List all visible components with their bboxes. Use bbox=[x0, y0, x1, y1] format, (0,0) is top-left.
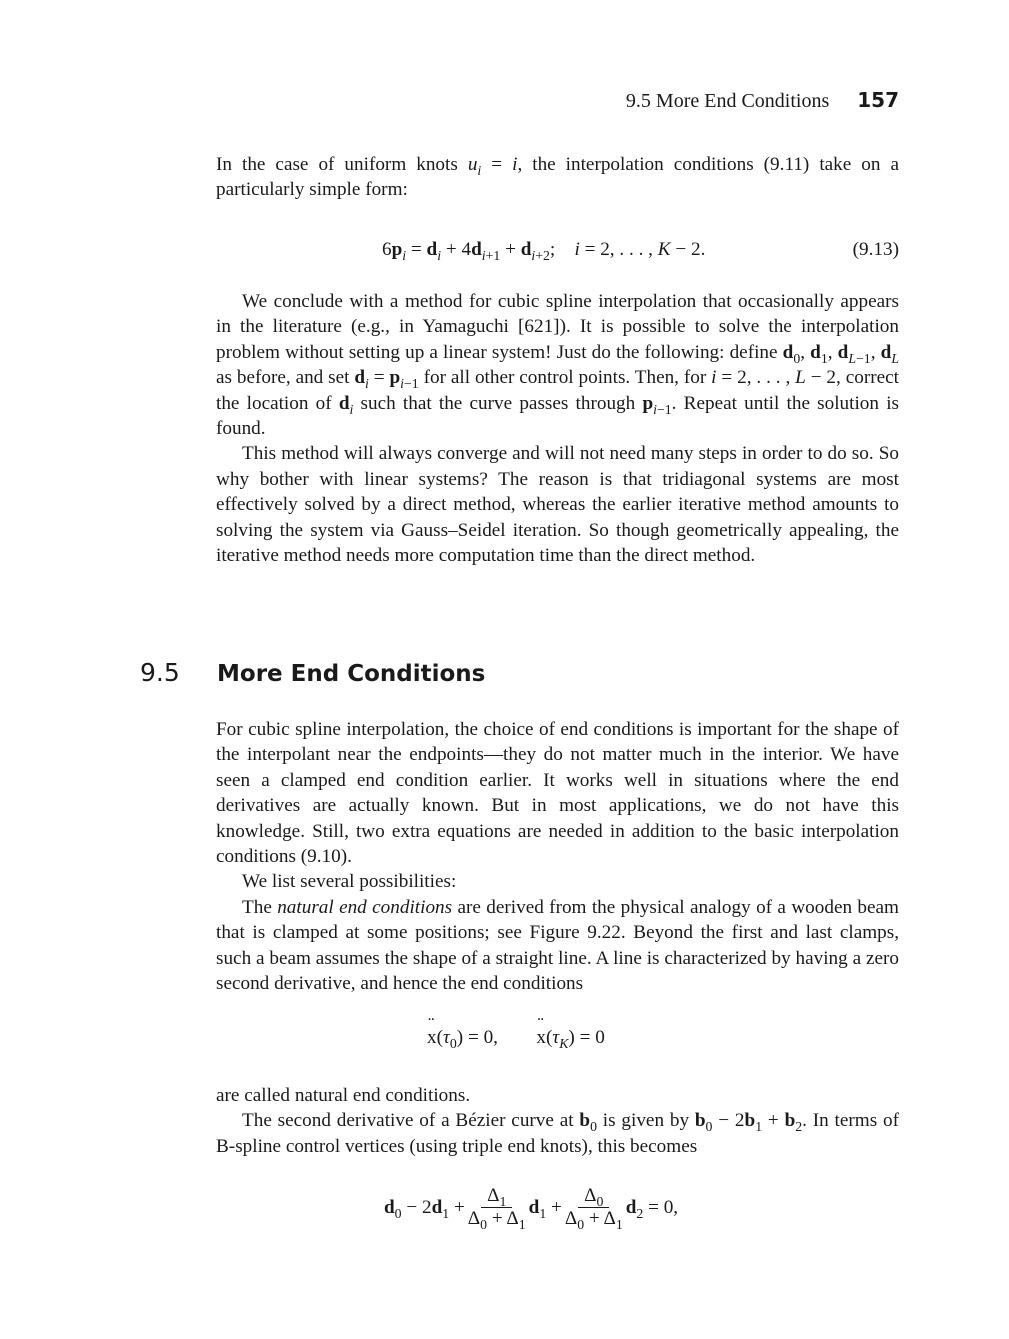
paragraph-uniform-knots: In the case of uniform knots $u_i = i$, the interpolation conditions (9.11) take on a particularly simple form: bbox=[216, 154, 899, 201]
text-block-4 bbox=[216, 1083, 899, 1159]
paragraph-end-conditions: For cubic spline interpolation, the choice of end conditions is important for the shape of the interpolant near the endpoints—they do not matter much in the interior. We have seen a clamped end condition earlier. It works well in situations where the end derivatives are actually known. But in most applications, we do not have this knowledge. Still, two extra equations are needed in addition to the basic interpolation conditions (9.10). bbox=[216, 719, 899, 868]
text-block-3 bbox=[216, 717, 899, 996]
section-number: 9.5 bbox=[140, 658, 180, 687]
paragraph-possibilities: We list several possibilities: bbox=[242, 871, 457, 893]
header-title: 9.5 More End Conditions bbox=[625, 90, 830, 112]
paragraph-iterative-method: We conclude with a method for cubic spline interpolation that occasionally appears in the literature (e.g., in Yamaguchi [621]). It is possible to solve the interpolation problem without setting up a linear system! Just do the following: define $d_0$, $d_1$, $d_{L-1}$, $d_L$ as before, and set $d_i = p_{i-1}$ for all other control points. Then, for i = 2, . . . , L − 2, correct the location of $d_i$ such that the curve passes through $p_{i-1}$. Repeat until the solution is found. bbox=[216, 291, 899, 440]
section-heading bbox=[140, 658, 485, 687]
text-block-1 bbox=[216, 152, 899, 203]
paragraph-convergence: This method will always converge and will not need many steps in order to do so. So why bother with linear systems? The reason is that tridiagonal systems are most effectively solved by a direct method, whereas the earlier iterative method amounts to solving the system via Gauss–Seidel iteration. So though geometrically appealing, the iterative method needs more computation time than the direct method. bbox=[216, 443, 899, 567]
fraction-2: $\frac{\Delta_0}{\Delta_0 + \Delta_1}$ bbox=[564, 1185, 623, 1232]
section-title: More End Conditions bbox=[217, 661, 486, 687]
paragraph-natural-end-conditions: The natural end conditions are derived from the physical analogy of a wooden beam that is clamped at some positions; see Figure 9.22. Beyond the first and last clamps, such a beam assumes the shape of a straight line. A line is characterized by having a zero second derivative, and hence the end conditions bbox=[216, 896, 899, 995]
paragraph-bezier-second-derivative: The second derivative of a Bézier curve at $b_0$ is given by $b_0 - 2b_1 + b_2$. In terms of B-spline control vertices (using triple end knots), this becomes bbox=[216, 1110, 899, 1157]
equation-natural-end: ¨ $x(\tau_0) = 0$, ¨ $x(\tau_K) = 0$ bbox=[427, 1027, 605, 1049]
paragraph-called-natural: are called natural end conditions. bbox=[216, 1085, 471, 1106]
equation-number: (9.13) bbox=[852, 239, 899, 260]
text-block-2 bbox=[216, 289, 899, 568]
equation-bspline-end: $d_0 - 2d_1$ + $\frac{\Delta_1}{\Delta_0 + \Delta_1}$ $d_1$ + $\frac{\Delta_0}{\Delta_0 + \Delta_1}$ $d_2 = 0$, bbox=[384, 1185, 679, 1232]
page-number: 157 bbox=[857, 88, 899, 112]
running-header bbox=[626, 88, 899, 113]
fraction-1: $\frac{\Delta_1}{\Delta_0 + \Delta_1}$ bbox=[467, 1185, 526, 1232]
equation-9-13-expression: $6p_i = d_i + 4d_{i+1} + d_{i+2}$; i = 2, . . . , K − 2. bbox=[382, 239, 706, 263]
